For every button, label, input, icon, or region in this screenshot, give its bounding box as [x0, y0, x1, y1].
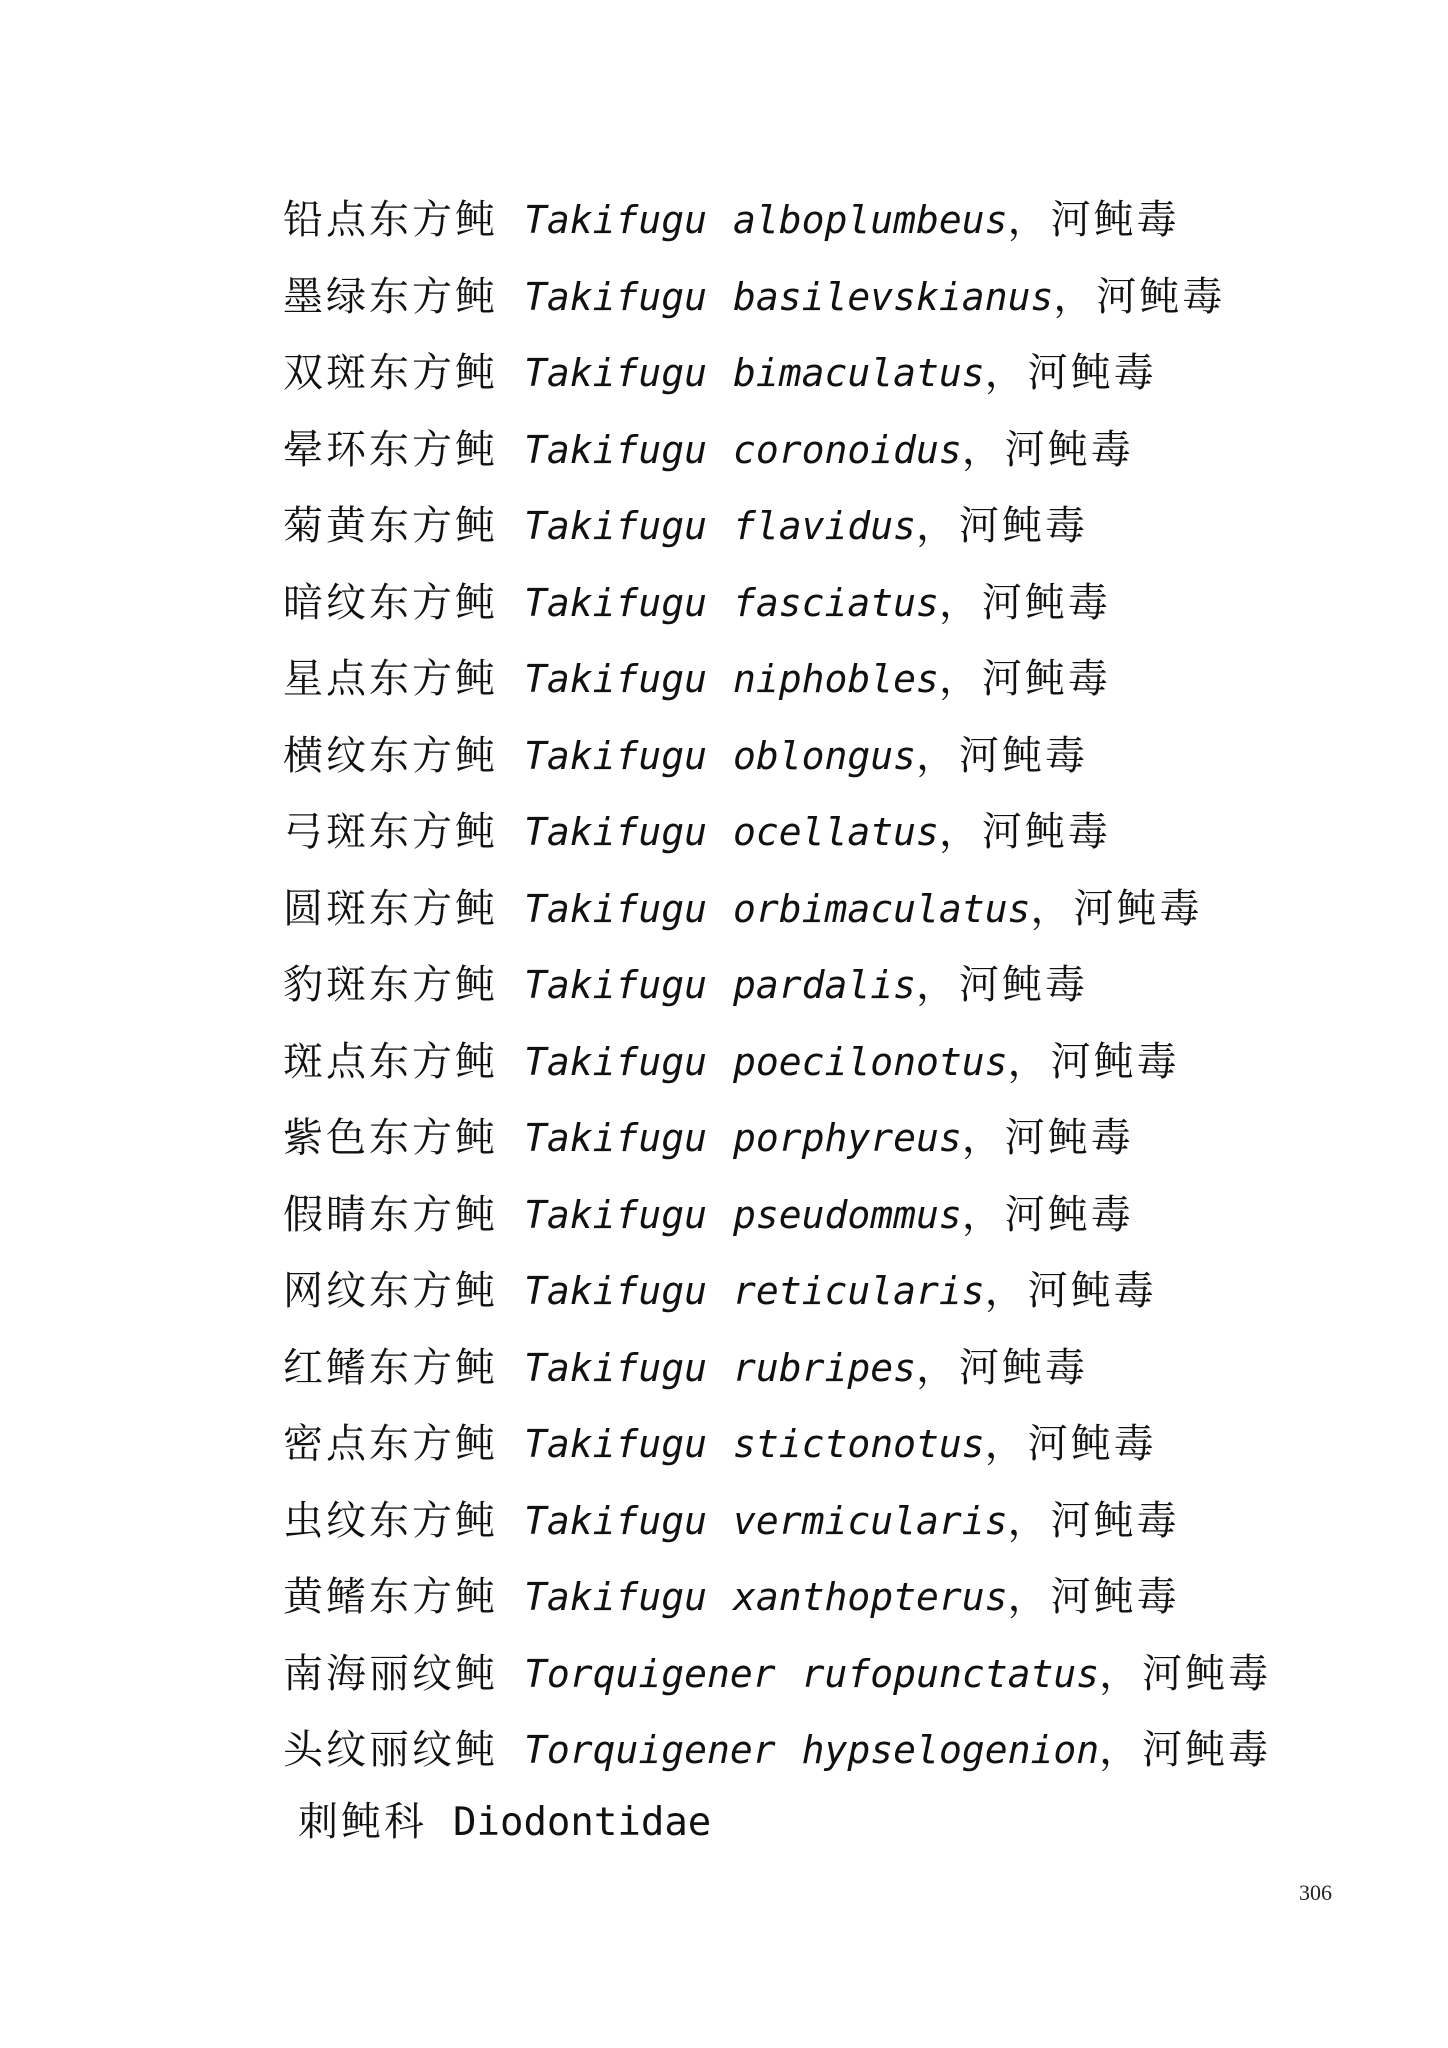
chinese-name: 晕环东方鲀 — [283, 426, 498, 473]
species-epithet: bimaculatus — [733, 351, 985, 395]
species-epithet: coronoidus — [733, 427, 962, 472]
chinese-name: 菊黄东方鲀 — [283, 503, 498, 549]
chinese-name: 横纹东方鲀 — [283, 732, 498, 779]
chinese-name: 暗纹东方鲀 — [283, 579, 498, 626]
family-chinese-name: 刺鲀科 — [298, 1799, 427, 1845]
genus-name: Torquigener — [524, 1728, 776, 1772]
species-entry — [283, 1636, 1343, 1713]
genus-name: Takifugu — [524, 427, 708, 472]
genus-name: Takifugu — [524, 810, 708, 854]
toxin-note: ，河鲀毒 — [916, 1344, 1089, 1391]
chinese-name: 黄鳍东方鲀 — [283, 1574, 498, 1620]
family-latin-name: Diodontidae — [453, 1800, 712, 1845]
genus-name: Takifugu — [524, 1269, 708, 1313]
toxin-note: ，河鲀毒 — [1030, 885, 1203, 932]
species-entry — [283, 871, 1343, 948]
species-epithet: xanthopterus — [733, 1575, 1008, 1619]
species-list — [283, 182, 1343, 1789]
page-number: 306 — [1299, 1880, 1332, 1905]
genus-name: Takifugu — [524, 657, 708, 701]
chinese-name: 网纹东方鲀 — [283, 1268, 498, 1314]
species-epithet: fasciatus — [733, 580, 939, 625]
species-entry — [283, 1712, 1343, 1789]
genus-name: Takifugu — [524, 1422, 708, 1466]
chinese-name: 假睛东方鲀 — [283, 1191, 498, 1238]
chinese-name: 斑点东方鲀 — [283, 1038, 498, 1085]
genus-name: Takifugu — [524, 351, 708, 395]
species-entry — [283, 1253, 1343, 1330]
toxin-note: ，河鲀毒 — [961, 1191, 1134, 1238]
chinese-name: 密点东方鲀 — [283, 1421, 498, 1467]
toxin-note: ，河鲀毒 — [984, 1268, 1157, 1314]
species-epithet: pseudommus — [733, 1192, 962, 1237]
chinese-name: 红鳍东方鲀 — [283, 1344, 498, 1391]
species-entry — [283, 1330, 1343, 1407]
species-entry — [283, 259, 1343, 336]
genus-name: Takifugu — [524, 1116, 708, 1160]
chinese-name: 头纹丽纹鲀 — [283, 1727, 498, 1773]
species-epithet: stictonotus — [733, 1422, 985, 1466]
species-entry — [283, 412, 1343, 489]
species-entry — [283, 335, 1343, 412]
chinese-name: 弓斑东方鲀 — [283, 809, 498, 855]
toxin-note: ，河鲀毒 — [1099, 1650, 1272, 1697]
genus-name: Torquigener — [524, 1651, 776, 1696]
genus-name: Takifugu — [524, 504, 708, 548]
species-epithet: alboplumbeus — [733, 198, 1008, 242]
species-epithet: niphobles — [733, 657, 939, 701]
toxin-note: ，河鲀毒 — [916, 962, 1089, 1008]
species-epithet: basilevskianus — [733, 274, 1054, 319]
toxin-note: ，河鲀毒 — [1007, 1038, 1180, 1085]
chinese-name: 圆斑东方鲀 — [283, 885, 498, 932]
genus-name: Takifugu — [524, 886, 708, 931]
species-epithet: vermicularis — [733, 1498, 1008, 1543]
toxin-note: ，河鲀毒 — [1007, 197, 1180, 243]
toxin-note: ，河鲀毒 — [984, 350, 1157, 396]
family-heading — [298, 1784, 711, 1860]
species-epithet: poecilonotus — [733, 1039, 1008, 1084]
species-entry — [283, 565, 1343, 642]
chinese-name: 虫纹东方鲀 — [283, 1497, 498, 1544]
chinese-name: 紫色东方鲀 — [283, 1115, 498, 1161]
toxin-note: ，河鲀毒 — [916, 732, 1089, 779]
species-epithet: orbimaculatus — [733, 886, 1031, 931]
toxin-note: ，河鲀毒 — [1007, 1497, 1180, 1544]
toxin-note: ，河鲀毒 — [938, 579, 1111, 626]
genus-name: Takifugu — [524, 1192, 708, 1237]
toxin-note: ，河鲀毒 — [961, 426, 1134, 473]
chinese-name: 铅点东方鲀 — [283, 197, 498, 243]
genus-name: Takifugu — [524, 274, 708, 319]
species-entry — [283, 794, 1343, 871]
toxin-note: ，河鲀毒 — [1053, 273, 1226, 320]
toxin-note: ，河鲀毒 — [1099, 1727, 1272, 1773]
genus-name: Takifugu — [524, 198, 708, 242]
species-epithet: flavidus — [733, 504, 917, 548]
genus-name: Takifugu — [524, 1039, 708, 1084]
genus-name: Takifugu — [524, 580, 708, 625]
species-epithet: porphyreus — [733, 1116, 962, 1160]
species-epithet: rufopunctatus — [801, 1651, 1100, 1696]
species-epithet: rubripes — [733, 1345, 917, 1390]
species-entry — [283, 1100, 1343, 1177]
species-entry — [283, 718, 1343, 795]
genus-name: Takifugu — [524, 963, 708, 1007]
toxin-note: ，河鲀毒 — [916, 503, 1089, 549]
species-entry — [283, 182, 1343, 259]
species-entry — [283, 1559, 1343, 1636]
chinese-name: 豹斑东方鲀 — [283, 962, 498, 1008]
species-epithet: ocellatus — [733, 810, 939, 854]
species-entry — [283, 1406, 1343, 1483]
species-entry — [283, 488, 1343, 565]
genus-name: Takifugu — [524, 1345, 708, 1390]
species-entry — [283, 1177, 1343, 1254]
chinese-name: 双斑东方鲀 — [283, 350, 498, 396]
toxin-note: ，河鲀毒 — [1007, 1574, 1180, 1620]
species-epithet: hypselogenion — [801, 1728, 1100, 1772]
toxin-note: ，河鲀毒 — [961, 1115, 1134, 1161]
toxin-note: ，河鲀毒 — [938, 656, 1111, 702]
toxin-note: ，河鲀毒 — [984, 1421, 1157, 1467]
genus-name: Takifugu — [524, 1498, 708, 1543]
species-entry — [283, 641, 1343, 718]
chinese-name: 墨绿东方鲀 — [283, 273, 498, 320]
species-entry — [283, 1483, 1343, 1560]
species-entry — [283, 947, 1343, 1024]
genus-name: Takifugu — [524, 733, 708, 778]
chinese-name: 星点东方鲀 — [283, 656, 498, 702]
species-epithet: reticularis — [733, 1269, 985, 1313]
species-entry — [283, 1024, 1343, 1101]
chinese-name: 南海丽纹鲀 — [283, 1650, 498, 1697]
species-epithet: pardalis — [733, 963, 917, 1007]
species-epithet: oblongus — [733, 733, 917, 778]
genus-name: Takifugu — [524, 1575, 708, 1619]
toxin-note: ，河鲀毒 — [938, 809, 1111, 855]
